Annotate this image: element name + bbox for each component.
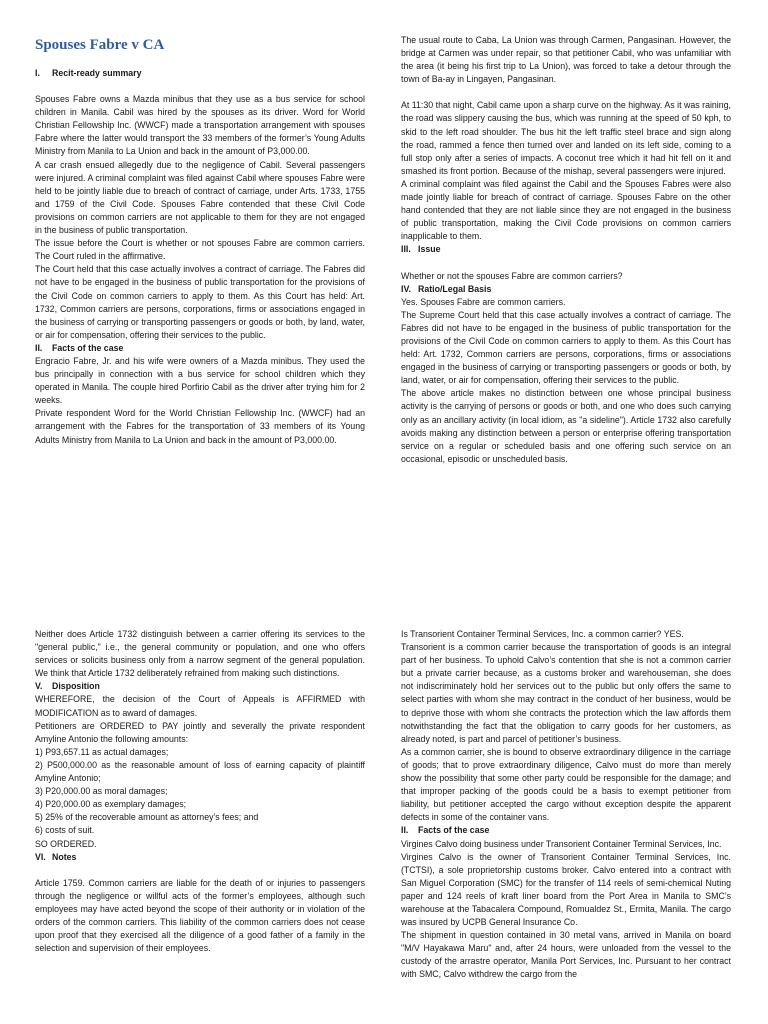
paragraph: The Court held that this case actually involves a contract of carriage. The Fabres did not have to be engaged in the business of public transportation for the provisions of the Civil Code on common carriers to apply to them. As this Court has held: Art. 1732, Common carriers are persons, corporations, firms or associations engaged in the business of carrying or transporting passengers or goods or both, by land, water, or air for compensation, offering their services to the public. xyxy=(35,264,365,340)
spacer xyxy=(35,864,365,877)
paragraph: 3) P20,000.00 as moral damages; xyxy=(35,786,168,797)
section-number: V. xyxy=(35,681,43,692)
paragraph: 4) P20,000.00 as exemplary damages; xyxy=(35,799,187,810)
page-2-right-content xyxy=(401,628,731,982)
section-number: II. xyxy=(401,825,409,836)
paragraph: Petitioners are ORDERED to PAY jointly and severally the private respondent Amyline Antonio the following amounts: xyxy=(35,720,365,744)
page-1-left-column xyxy=(35,36,365,447)
paragraph: Transorient is a common carrier because the transportation of goods is an integral part of her business. To uphold Calvo’s contention that she is not a common carrier but a private carrier because, as a customs broker and warehouseman, she does not indiscriminately hold her services out to the public but only offers the same to select parties with whom she may contract in the conduct of her business, would be to deprive those with whom she contracts the protection which the law affords them notwithstanding the fact that the obligation to carry goods for her customers, as already noted, is part and parcel of petitioner’s business. xyxy=(401,642,731,744)
paragraph: A criminal complaint was filed against the Cabil and the Spouses Fabres were also made jointly liable for breach of contract of carriage. Spouses Fabre on the other hand contended that they are not liable since they are not engaged in the business of public transportation, making the Civil Code provisions on common carriers inapplicable to them. xyxy=(401,178,731,242)
section-heading-text: Recit-ready summary xyxy=(52,68,142,78)
paragraph: 2) P500,000.00 as the reasonable amount of loss of earning capacity of plaintiff Amyline Antonio; xyxy=(35,759,365,784)
section-heading-text: Disposition xyxy=(52,681,100,692)
paragraph: Private respondent Word for the World Christian Fellowship Inc. (WWCF) had an arrangement with the Fabres for the transportation of 33 members of its Young Adults Ministry from Manila to La Union and back in the amount of P3,000.00. xyxy=(35,408,365,445)
section-heading-text: Issue xyxy=(418,244,441,255)
paragraph: Neither does Article 1732 distinguish between a carrier offering its services to the "general public," i.e., the general community or population, and one who offers services or solicits business only from a narrow segment of the general population. We think that Article 1732 deliberately refrained from making such distinctions. xyxy=(35,629,365,679)
paragraph: Article 1759. Common carriers are liable for the death of or injuries to passengers through the negligence or willful acts of the former’s employees, although such employees may have acted beyond the scope of their authority or in violation of the orders of the common carriers. This liability of the common carriers does not cease upon proof that they exercised all the diligence of a good father of a family in the selection and supervision of their employees. xyxy=(35,877,365,954)
paragraph: Virgines Calvo doing business under Transorient Container Terminal Services, Inc. xyxy=(401,838,722,849)
section-number: II. xyxy=(35,342,43,353)
page-separator xyxy=(0,578,768,622)
section-heading xyxy=(35,67,365,80)
spacer xyxy=(401,86,731,99)
page-2-left-content xyxy=(35,628,365,955)
page-2-left-column xyxy=(35,628,365,955)
section-heading xyxy=(401,824,731,837)
section-heading xyxy=(35,342,365,355)
section-number: IV. xyxy=(401,283,411,294)
section-heading xyxy=(35,851,365,864)
section-number: III. xyxy=(401,244,411,255)
section-heading-text: Notes xyxy=(52,851,77,862)
section-heading-text: Facts of the case xyxy=(418,825,490,836)
document-title: Spouses Fabre v CA xyxy=(35,37,165,53)
paragraph: Virgines Calvo is the owner of Transorient Container Terminal Services, Inc. (TCTSI), a sole proprietorship customs broker. Calvo entered into a contract with San Miguel Corporation (SMC) for the transfer of 114 reels of semi-chemical Nuting paper and 124 reels of kraft liner board from the Port Area in Manila to SMC’s warehouse at the Tabacalera Compound, Romualdez St., Ermita, Manila. The cargo was insured by UCPB General Insurance Co. xyxy=(401,851,731,928)
spacer xyxy=(401,257,731,270)
page-2 xyxy=(0,622,768,1024)
section-heading xyxy=(35,680,365,693)
page-1-left-content xyxy=(35,67,365,447)
section-heading xyxy=(401,283,731,296)
section-heading xyxy=(401,243,731,256)
paragraph: 1) P93,657.11 as actual damages; xyxy=(35,746,169,757)
page-2-right-column xyxy=(401,628,731,982)
paragraph: A car crash ensued allegedly due to the negligence of Cabil. Several passengers were injured. A criminal complaint was filed against Cabil where spouses Fabre were held to be jointly liable due to breach of contract of carriage, under Arts. 1733, 1755 and 1759 of the Civil Code. Spouses Fabre contended that these Civil Code provisions on common carriers are not applicable to them for they are not engaged in the business of public transportation. xyxy=(35,159,365,236)
paragraph: The shipment in question contained in 30 metal vans, arrived in Manila on board "M/V Hayakawa Maru" and, after 24 hours, were unloaded from the vessel to the custody of the arrastre operator, Manila Port Services, Inc. Pursuant to her contract with SMC, Calvo withdrew the cargo from the xyxy=(401,930,731,980)
section-number: I. xyxy=(35,68,40,78)
section-number: VI. xyxy=(35,851,46,862)
paragraph: Engracio Fabre, Jr. and his wife were owners of a Mazda minibus. They used the bus principally in connection with a bus service for school children which they operated in Manila. The couple hired Porfirio Cabil as the driver after trying him for 2 weeks. xyxy=(35,355,365,406)
paragraph: Is Transorient Container Terminal Services, Inc. a common carrier? YES. xyxy=(401,629,684,639)
paragraph: SO ORDERED. xyxy=(35,838,97,849)
paragraph: At 11:30 that night, Cabil came upon a sharp curve on the highway. As it was raining, the road was slippery causing the bus, which was running at the speed of 50 kph, to skid to the left road shoulder. The bus hit the left traffic steel brace and sign along the road, rammed a fence then turned over and landed on its left side, coming to a full stop only after a series of impacts. A coconut tree which it had hit fell on it and smashed its front portion. Because of the mishap, several passengers were injured. xyxy=(401,100,731,176)
paragraph: Spouses Fabre owns a Mazda minibus that they use as a bus service for school children in Manila. Cabil was hired by the spouses as its driver. Word for World Christian Fellowship Inc. (WWCF) made a transportation arrangement with spouses Fabre where the latter would transport the 33 members of the former’s Young Adults Ministry from Manila to La Union and back in the amount of P3,000.00. xyxy=(35,94,365,157)
paragraph: The Supreme Court held that this case actually involves a contract of carriage. The Fabres did not have to be engaged in the business of public transportation for the provisions of the Civil Code on common carriers to apply to them. As this Court has held: Art. 1732, Common carriers are persons, corporations, firms or associations engaged in the business of carrying or transporting passengers or goods or both, by land, water, or air for compensation, offering their services to the public. xyxy=(401,309,731,386)
section-heading-text: Ratio/Legal Basis xyxy=(418,283,492,294)
paragraph: Whether or not the spouses Fabre are common carriers? xyxy=(401,270,623,281)
paragraph: 6) costs of suit. xyxy=(35,825,95,836)
paragraph: 5) 25% of the recoverable amount as attorney’s fees; and xyxy=(35,812,259,823)
page-1-right-content xyxy=(401,34,731,466)
paragraph: The above article makes no distinction between one whose principal business activity is the carrying of persons or goods or both, and one who does such carrying only as an ancillary activity (in local idiom, as "a sideline"). Article 1732 also carefully avoids making any distinction between a person or enterprise offering transportation service on a regular or scheduled basis and one offering such service on an occasional, episodic or unscheduled basis. xyxy=(401,388,731,464)
paragraph: As a common carrier, she is bound to observe extraordinary diligence in the carriage of goods; that to prove extraordinary diligence, Calvo must do more than merely show the possibility that some other party could be responsible for the damage; and that improper packing of the goods could be a basis to exempt petitioner from liability, but petitioner accepted the cargo without exception despite the apparent defects in some of the container vans. xyxy=(401,746,731,823)
paragraph: The usual route to Caba, La Union was through Carmen, Pangasinan. However, the bridge at Carmen was under repair, so that petitioner Cabil, who was unfamiliar with the area (it being his first trip to La Union), was forced to take a detour through the town of Ba-ay in Lingayen, Pangasinan. xyxy=(401,35,731,85)
spacer xyxy=(35,80,365,93)
paragraph: Yes. Spouses Fabre are common carriers. xyxy=(401,296,566,307)
page-1-right-column xyxy=(401,34,731,466)
section-heading-text: Facts of the case xyxy=(52,342,124,353)
paragraph: WHEREFORE, the decision of the Court of Appeals is AFFIRMED with MODIFICATION as to award of damages. xyxy=(35,694,365,718)
paragraph: The issue before the Court is whether or not spouses Fabre are common carriers. The Court ruled in the affirmative. xyxy=(35,238,365,262)
